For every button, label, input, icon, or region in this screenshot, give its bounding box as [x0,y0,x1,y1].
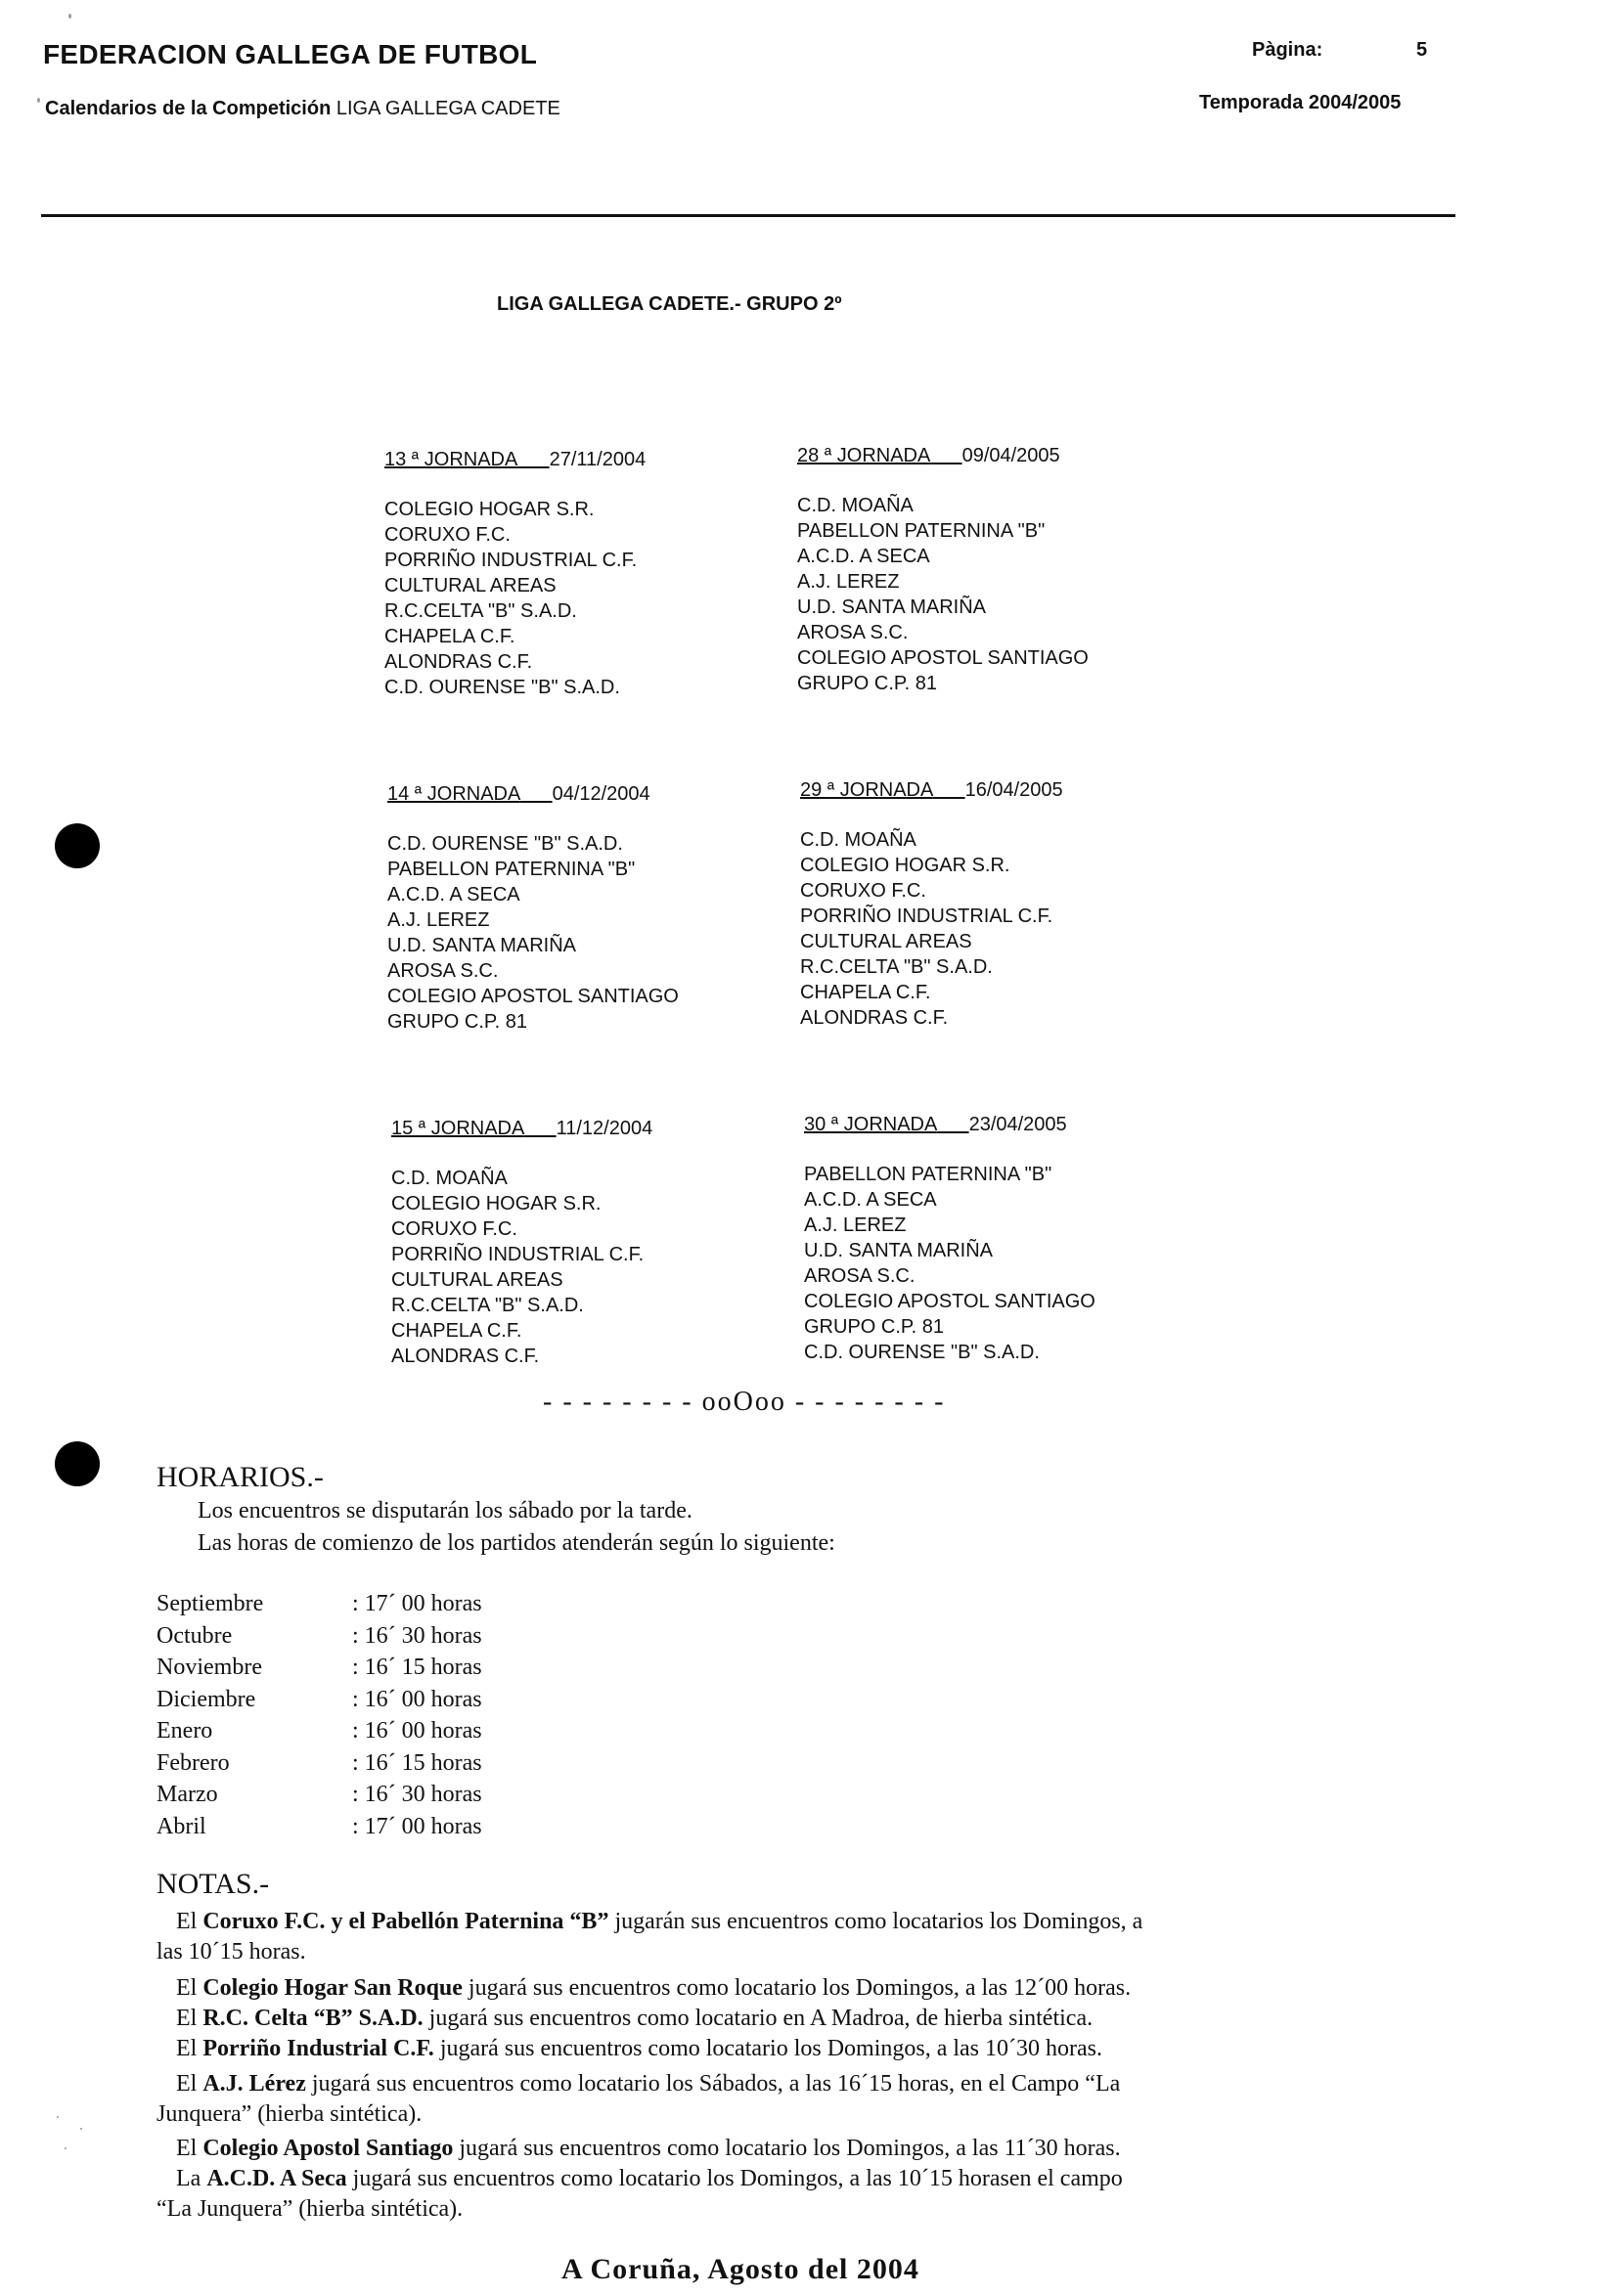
round-30 [804,1111,1215,1365]
schedule-row [156,1620,548,1653]
note-text: El [176,1909,203,1934]
round-label: 28 ª JORNADA [797,445,930,466]
team: ALONDRAS C.F. [800,1007,949,1029]
note-team: A.J. Lérez [202,2071,306,2097]
team: COLEGIO APOSTOL SANTIAGO [387,986,679,1007]
schedule-time: : 16´ 15 horas [352,1655,482,1680]
note-team: Colegio Apostol Santiago [202,2136,454,2161]
horarios-text-1: Los encuentros se disputarán los sábado por la tarde. [198,1498,692,1523]
team: C.D. OURENSE "B" S.A.D. [387,833,623,855]
note-text: La [176,2166,207,2191]
note-aseca [156,2164,1360,2194]
team: ALONDRAS C.F. [391,1346,540,1367]
team: C.D. OURENSE "B" S.A.D. [384,677,620,698]
team: R.C.CELTA "B" S.A.D. [800,956,993,978]
note-text: jugará sus encuentros como locatario los Domingos, a las 12´00 horas. [462,1975,1132,2001]
note-coruxo-cont: las 10´15 horas. [156,1939,306,1965]
team: CULTURAL AREAS [384,575,557,596]
round-header [800,776,1211,804]
round-29 [800,776,1211,1031]
team: CULTURAL AREAS [391,1269,563,1291]
team-list [384,497,795,700]
scan-speck [37,98,40,103]
schedule-time: : 17´ 00 horas [352,1591,482,1616]
round-label: 15 ª JORNADA [391,1118,524,1139]
round-label: 14 ª JORNADA [387,783,520,805]
schedule-time: : 16´ 00 horas [352,1686,482,1712]
team: CHAPELA C.F. [384,626,515,647]
note-porrino [156,2034,1360,2064]
scan-speck [80,2128,82,2130]
note-text: jugará sus encuentros como locatario los Sábados, a las 16´15 horas, en el Campo “La [305,2071,1121,2097]
subtitle-calendars: Calendarios de la Competición [45,98,332,119]
schedule-row [156,1779,548,1811]
note-text: jugará sus encuentros como locatario en A Madroa, de hierba sintética. [423,2006,1094,2031]
team: A.C.D. A SECA [387,884,520,905]
team: R.C.CELTA "B" S.A.D. [384,600,577,622]
team: PABELLON PATERNINA "B" [797,520,1046,542]
schedule-month: Noviembre [156,1655,262,1680]
schedule-month: Enero [156,1718,213,1744]
season: Temporada 2004/2005 [1199,92,1402,113]
schedule-time: : 16´ 00 horas [352,1718,482,1744]
team: PORRIÑO INDUSTRIAL C.F. [800,905,1053,927]
round-header [797,442,1208,469]
note-text: El [176,2136,203,2161]
round-label: 29 ª JORNADA [800,779,933,801]
round-date: 16/04/2005 [964,779,1063,801]
note-aseca-cont: “La Junquera” (hierba sintética). [156,2196,464,2222]
round-14 [387,780,798,1035]
schedule-time: : 16´ 30 horas [352,1782,482,1807]
team-list [387,831,798,1035]
team: COLEGIO HOGAR S.R. [391,1193,602,1214]
footer-place-date: A Coruña, Agosto del 2004 [561,2253,919,2285]
team: A.C.D. A SECA [797,546,930,567]
header-divider [41,214,1455,217]
team: R.C.CELTA "B" S.A.D. [391,1295,584,1316]
team-list [797,493,1208,696]
team-list [800,827,1211,1031]
round-date: 27/11/2004 [549,449,647,470]
note-lerez [156,2069,1360,2099]
note-team: Colegio Hogar San Roque [202,1975,463,2001]
team: COLEGIO HOGAR S.R. [800,855,1010,876]
scan-speck [68,14,71,19]
note-text: El [176,2006,203,2031]
round-label: 13 ª JORNADA [384,449,517,470]
team: C.D. OURENSE "B" S.A.D. [804,1342,1040,1363]
team: A.J. LEREZ [797,571,900,593]
notas-title: NOTAS.- [156,1868,270,1900]
note-team: Porriño Industrial C.F. [202,2036,434,2061]
horarios-text-2: Las horas de comienzo de los partidos atenderán según lo siguiente: [198,1530,835,1556]
schedule-row [156,1652,548,1684]
round-15 [391,1115,802,1369]
schedule-table [156,1588,548,1842]
note-text: jugará sus encuentros como locatario los Domingos, a las 10´30 horas. [433,2036,1102,2061]
round-13 [384,446,795,700]
team: C.D. MOAÑA [797,495,914,516]
competition-subtitle [45,98,560,120]
team: PORRIÑO INDUSTRIAL C.F. [391,1244,645,1265]
note-team: Coruxo F.C. y el Pabellón Paternina “B” [202,1909,609,1934]
team: PABELLON PATERNINA "B" [804,1164,1052,1185]
schedule-row [156,1811,548,1843]
team: CORUXO F.C. [800,880,926,902]
team: CORUXO F.C. [384,524,511,546]
note-text: jugará sus encuentros como locatario los Domingos, a las 10´15 horasen el campo [346,2166,1123,2191]
schedule-time: : 16´ 15 horas [352,1749,482,1776]
team: U.D. SANTA MARIÑA [797,596,986,618]
round-header [387,780,798,808]
schedule-month: Marzo [156,1782,218,1807]
team: CHAPELA C.F. [391,1320,522,1342]
note-team: A.C.D. A Seca [206,2166,347,2191]
team-list [804,1162,1215,1365]
team: COLEGIO HOGAR S.R. [384,499,595,520]
round-28 [797,442,1208,696]
schedule-month: Octubre [156,1622,233,1649]
note-celta [156,2004,1360,2034]
schedule-month: Abril [156,1813,206,1839]
team: GRUPO C.P. 81 [387,1011,528,1033]
team: GRUPO C.P. 81 [797,673,938,694]
round-header [804,1111,1215,1138]
note-lerez-cont: Junquera” (hierba sintética). [156,2101,423,2127]
round-date: 11/12/2004 [556,1118,653,1139]
schedule-time: : 17´ 00 horas [352,1813,482,1839]
team: AROSA S.C. [797,622,909,643]
round-header [384,446,795,473]
group-title: LIGA GALLEGA CADETE.- GRUPO 2º [497,293,842,315]
note-text: El [176,2071,203,2097]
team: C.D. MOAÑA [391,1168,508,1189]
note-text: El [176,2036,203,2061]
team: PABELLON PATERNINA "B" [387,859,636,880]
scan-speck [57,2116,59,2118]
schedule-row [156,1684,548,1716]
note-text: jugará sus encuentros como locatario los Domingos, a las 11´30 horas. [453,2136,1121,2161]
team: ALONDRAS C.F. [384,651,533,673]
round-date: 23/04/2005 [968,1114,1067,1135]
schedule-row [156,1747,548,1780]
team: CULTURAL AREAS [800,931,972,952]
punch-hole-mark [55,823,100,868]
team: U.D. SANTA MARIÑA [387,935,576,956]
team-list [391,1166,802,1369]
note-text: jugarán sus encuentros como locatarios los Domingos, a [608,1909,1143,1934]
scan-speck [65,2147,67,2149]
team: A.C.D. A SECA [804,1189,937,1211]
team: U.D. SANTA MARIÑA [804,1240,993,1261]
note-colegio-hogar [156,1973,1360,2004]
note-coruxo [156,1907,1360,1937]
schedule-time: : 16´ 30 horas [352,1622,482,1649]
note-text: El [176,1975,203,2001]
schedule-month: Diciembre [156,1686,256,1712]
note-team: R.C. Celta “B” S.A.D. [202,2006,424,2031]
round-header [391,1115,802,1142]
team: AROSA S.C. [387,960,499,982]
section-separator: - - - - - - - - ooOoo - - - - - - - - [543,1387,946,1417]
schedule-month: Febrero [156,1749,230,1776]
team: COLEGIO APOSTOL SANTIAGO [797,647,1089,669]
note-apostol [156,2134,1360,2164]
horarios-title: HORARIOS.- [156,1461,324,1493]
team: A.J. LEREZ [387,909,490,931]
team: C.D. MOAÑA [800,829,916,851]
team: CORUXO F.C. [391,1218,517,1240]
punch-hole-mark [55,1441,100,1486]
page-number: 5 [1416,39,1428,61]
team: AROSA S.C. [804,1265,916,1287]
team: PORRIÑO INDUSTRIAL C.F. [384,550,638,571]
schedule-row [156,1715,548,1747]
team: GRUPO C.P. 81 [804,1316,945,1338]
team: CHAPELA C.F. [800,982,931,1003]
schedule-month: Septiembre [156,1591,264,1616]
organization-title: FEDERACION GALLEGA DE FUTBOL [43,39,538,69]
schedule-row [156,1588,548,1620]
round-date: 09/04/2005 [961,445,1060,466]
team: COLEGIO APOSTOL SANTIAGO [804,1291,1095,1312]
round-label: 30 ª JORNADA [804,1114,937,1135]
page-label: Pàgina: [1252,39,1323,61]
team: A.J. LEREZ [804,1214,907,1236]
subtitle-league: LIGA GALLEGA CADETE [335,98,560,119]
round-date: 04/12/2004 [552,783,650,805]
